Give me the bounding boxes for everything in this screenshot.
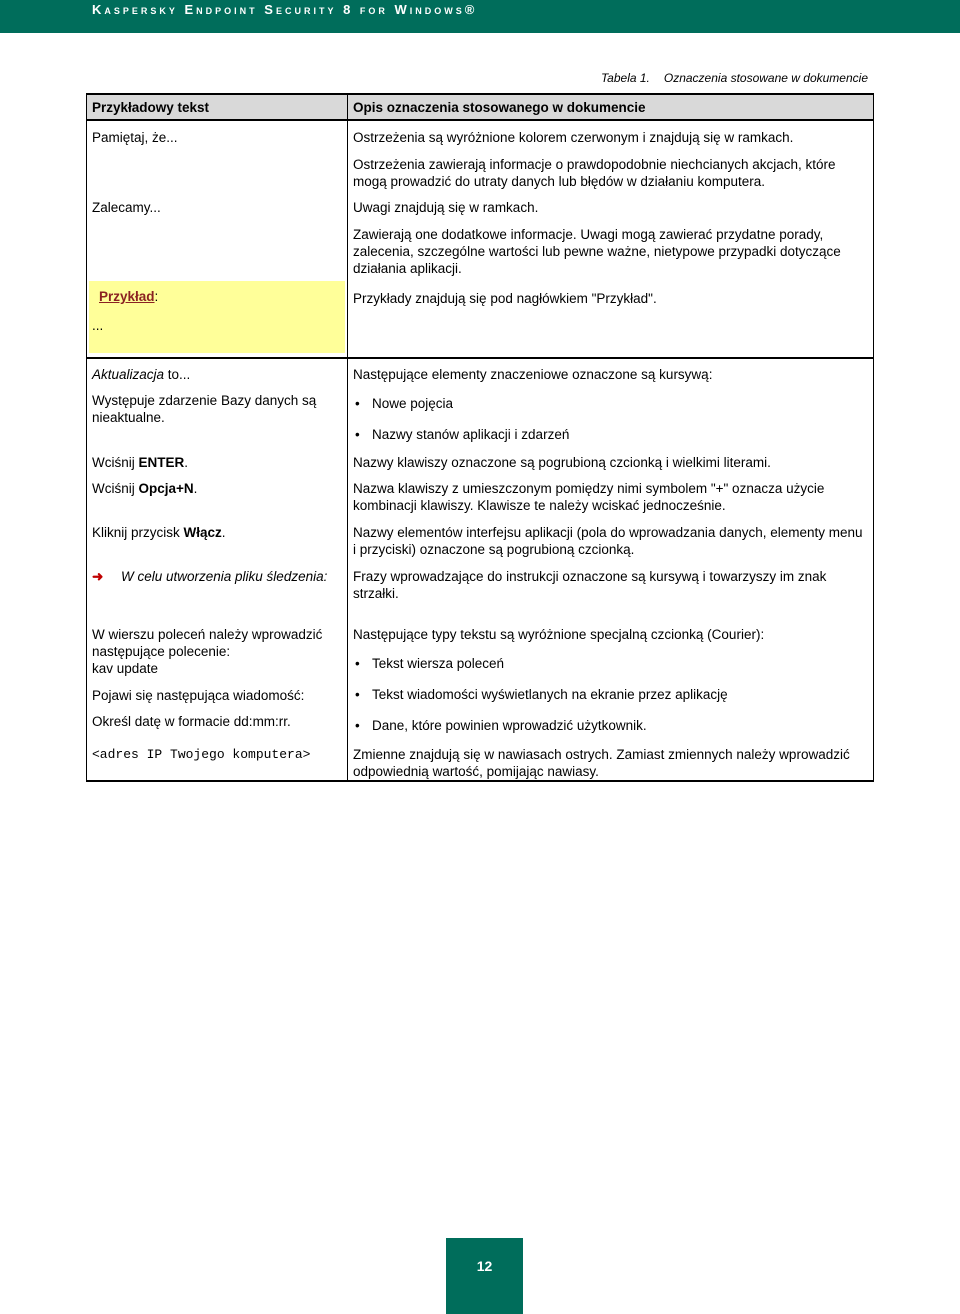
example-dots: ... [92, 318, 104, 333]
note-sample: Zalecamy... [92, 200, 161, 215]
list-item: • Nowe pojęcia [353, 395, 868, 412]
example-desc: Przykłady znajdują się pod nagłówkiem "Przykład". [353, 291, 657, 306]
intro-desc: Frazy wprowadzające do instrukcji oznaczone są kursywą i towarzyszy im znak strzałki. [353, 569, 827, 601]
page-number-box [446, 1238, 523, 1314]
document-title: Kaspersky Endpoint Security 8 for Windows® [92, 2, 478, 17]
key-sample [92, 454, 342, 471]
page-number: 12 [476, 1258, 493, 1274]
courier-sample-1: W wierszu poleceń należy wprowadzić następujące polecenie: [92, 627, 323, 659]
note-desc-1: Uwagi znajdują się w ramkach. [353, 200, 539, 215]
note-desc-2: Zawierają one dodatkowe informacje. Uwagi mogą zawierać przydatne porady, zalecenia, szczególne wartości lub pewne ważne, nietypowe przypadki dotyczące działania aplikacji. [353, 227, 841, 276]
table-row [87, 514, 874, 558]
ui-desc: Nazwy elementów interfejsu aplikacji (pola do wprowadzania danych, elementy menu i przyciski) oznaczone są pogrubioną czcionką. [353, 525, 863, 557]
italic-sample-1 [92, 366, 342, 383]
ui-button-name: Włącz [183, 525, 222, 540]
ui-suffix: . [221, 525, 226, 540]
header-bar [0, 0, 960, 33]
list-item: • Dane, które powinien wprowadzić użytkownik. [353, 717, 868, 734]
arrow-icon: ➜ [92, 569, 104, 584]
table-row [87, 443, 874, 471]
example-label: Przykład [99, 289, 155, 304]
italic-rest: to... [164, 367, 191, 382]
list-item: • Tekst wiersza poleceń [353, 655, 868, 672]
list-item: • Nazwy stanów aplikacji i zdarzeń [353, 426, 868, 443]
combo-prefix: Wciśnij [92, 481, 139, 496]
courier-desc: Następujące typy tekstu są wyróżnione specjalną czcionką (Courier): [353, 627, 765, 642]
intro-sample: W celu utworzenia pliku śledzenia: [121, 569, 328, 584]
conventions-table [86, 93, 874, 782]
combo-suffix: . [193, 481, 198, 496]
variable-desc: Zmienne znajdują się w nawiasach ostrych. Zamiast zmiennych należy wprowadzić odpowiednią wartość, pomijając nawiasy. [353, 747, 850, 779]
col-header-sample: Przykładowy tekst [87, 94, 348, 120]
caption-text: Oznaczenia stosowane w dokumencie [663, 71, 868, 85]
table-row [87, 734, 874, 781]
warning-desc-1: Ostrzeżenia są wyróżnione kolorem czerwonym i znajdują się w ramkach. [353, 130, 794, 145]
courier-sample-2: Pojawi się następująca wiadomość: [92, 688, 305, 703]
table-row [87, 602, 874, 734]
key-prefix: Wciśnij [92, 455, 139, 470]
col-header-description: Opis oznaczenia stosowanego w dokumencie [348, 94, 874, 120]
combo-sample [92, 480, 342, 497]
warning-sample: Pamiętaj, że... [92, 130, 178, 145]
courier-sample-3: Określ datę w formacie dd:mm:rr. [92, 714, 291, 729]
combo-desc: Nazwa klawiszy z umieszczonym pomiędzy nimi symbolem "+" oznacza użycie kombinacji klawiszy. Klawisze te należy wciskać jednocześnie. [353, 481, 825, 513]
key-desc: Nazwy klawiszy oznaczone są pogrubioną czcionką i wielkimi literami. [353, 455, 771, 470]
italic-sample-2: Występuje zdarzenie Bazy danych są nieaktualne. [92, 393, 317, 425]
courier-sample-1-cmd: kav update [92, 661, 159, 676]
warning-desc-2: Ostrzeżenia zawierają informacje o prawdopodobnie niechcianych akcjach, które mogą prowadzić do utraty danych lub błędów w działaniu komputera. [353, 157, 836, 189]
table-caption [601, 71, 868, 85]
table-row [87, 120, 874, 190]
variable-sample: <adres IP Twojego komputera> [92, 747, 311, 762]
list-item: • Tekst wiadomości wyświetlanych na ekranie przez aplikację [353, 686, 868, 703]
combo-key: Opcja+N [138, 481, 194, 496]
example-colon: : [154, 289, 159, 304]
caption-label: Tabela 1. [600, 71, 650, 85]
table-row [87, 277, 874, 358]
table-row [87, 358, 874, 443]
key-name: ENTER [138, 455, 185, 470]
italic-word: Aktualizacja [92, 367, 165, 382]
ui-sample [92, 524, 342, 541]
table-row [87, 471, 874, 514]
table-header-row [87, 94, 874, 120]
key-suffix: . [184, 455, 189, 470]
table-row [87, 558, 874, 602]
italic-desc: Następujące elementy znaczeniowe oznaczone są kursywą: [353, 367, 713, 382]
ui-prefix: Kliknij przycisk [92, 525, 184, 540]
table-row [87, 190, 874, 277]
